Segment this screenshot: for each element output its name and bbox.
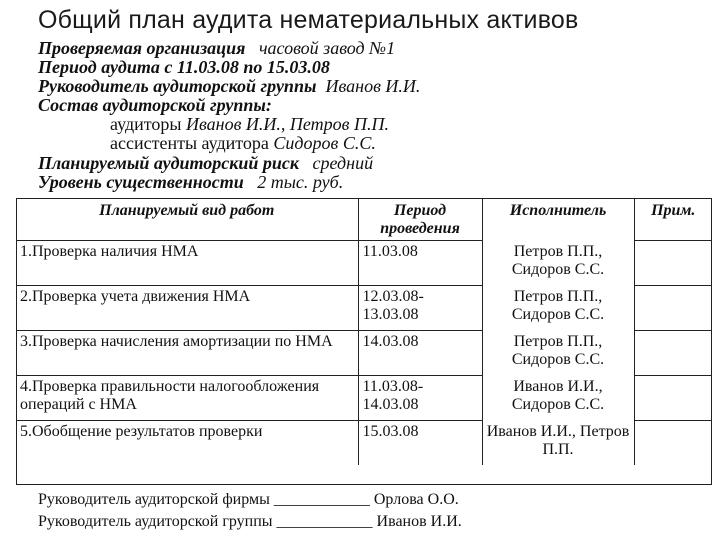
executor-cell: Петров П.П., Сидоров С.С. [482,241,634,286]
work-cell: 1.Проверка наличия НМА [16,241,358,286]
group-lead-label: Руководитель аудиторской группы [38,76,317,96]
executor-cell: Иванов И.И., Сидоров С.С. [482,376,634,421]
table-header-row [16,198,712,241]
page-title: Общий план аудита нематериальных активов [38,6,579,34]
assistants-line [110,133,376,153]
period-cell: 12.03.08-13.03.08 [358,286,482,331]
audit-risk-value: средний [312,153,374,173]
table-row [16,376,712,421]
col-header-note: Прим. [634,198,712,241]
group-lead-value: Иванов И.И. [325,76,421,96]
audit-period-line [38,57,330,77]
work-cell: 4.Проверка правильности налогообложения операций с НМА [16,376,358,421]
audit-plan-table [16,198,712,465]
group-head-signature: Руководитель аудиторской группы ____________ Иванов И.И. [38,513,462,530]
note-cell [634,241,712,286]
note-cell [634,421,712,466]
work-cell: 3.Проверка начисления амортизации по НМА [16,331,358,376]
note-cell [634,286,712,331]
period-cell: 11.03.08-14.03.08 [358,376,482,421]
auditors-line [110,114,389,134]
audited-org-label: Проверяемая организация [38,38,246,58]
executor-cell: Петров П.П., Сидоров С.С. [482,286,634,331]
audit-period-text: Период аудита с 11.03.08 по 15.03.08 [38,57,330,77]
table-row [16,421,712,466]
col-header-executor: Исполнитель [482,198,634,241]
executor-cell: Иванов И.И., Петров П.П. [482,421,634,466]
group-composition-label: Состав аудиторской группы: [38,95,272,115]
assistants-label: ассистенты аудитора [110,133,269,153]
note-cell [634,331,712,376]
materiality-value: 2 тыс. руб. [257,172,344,192]
work-cell: 2.Проверка учета движения НМА [16,286,358,331]
table-row [16,286,712,331]
period-cell: 11.03.08 [358,241,482,286]
auditors-value: Иванов И.И., Петров П.П. [185,114,389,134]
firm-head-signature: Руководитель аудиторской фирмы ____________ Орлова О.О. [38,491,459,508]
executor-cell: Петров П.П., Сидоров С.С. [482,331,634,376]
table-row [16,241,712,286]
group-lead-line [38,76,420,96]
materiality-line [38,172,343,192]
audit-risk-line [38,153,373,173]
assistants-value: Сидоров С.С. [273,133,376,153]
col-header-period: Период проведения [358,198,482,241]
note-cell [634,376,712,421]
period-cell: 14.03.08 [358,331,482,376]
col-header-work: Планируемый вид работ [16,198,358,241]
materiality-label: Уровень существенности [38,172,244,192]
audit-risk-label: Планируемый аудиторский риск [38,153,300,173]
audited-org-line [38,38,395,58]
work-cell: 5.Обобщение результатов проверки [16,421,358,466]
table-row [16,331,712,376]
period-cell: 15.03.08 [358,421,482,466]
audited-org-value: часовой завод №1 [258,38,396,58]
group-composition-line [38,95,272,115]
auditors-label: аудиторы [110,114,182,134]
